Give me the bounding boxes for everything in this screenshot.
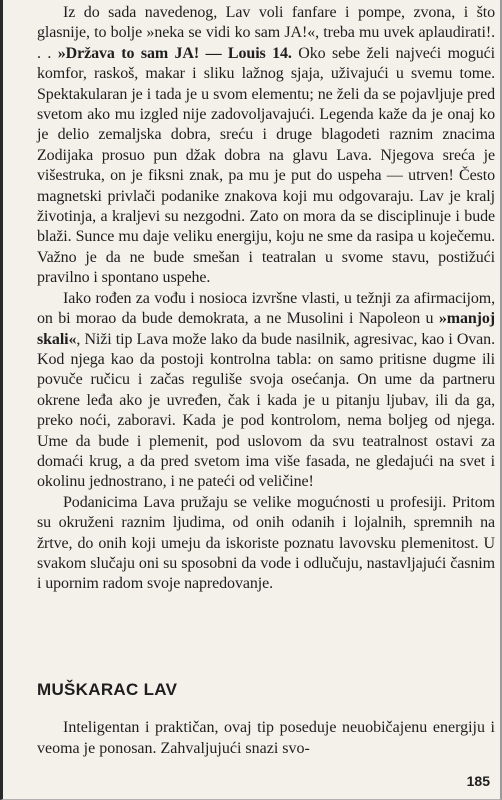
paragraph-1-bold: »Država to sam JA! — Louis 14. <box>57 44 292 62</box>
page-number: 185 <box>466 773 490 789</box>
body-text <box>37 3 495 595</box>
paragraph-2-text: Iako rođen za vođu i nosioca izvršne vlasti, u težnji za afirmacijom, on bi morao da bude demokrata, a ne Musolini i Napoleon u <box>37 289 495 328</box>
paragraph-1-text: Iz do sada navedenog, Lav voli fanfare i pompe, zvona, i što glasnije, to bolje »neka se vidi ko sam JA!«, treba mu uvek aplaudirati!. . . <box>37 4 495 62</box>
paragraph-3: Podanicima Lava pružaju se velike mogućnosti u profesiji. Pritom su okruženi raznim ljudima, od onih odanih i lojalnih, spremnih na žrtve, do onih koji umeju da iskoriste poznatu lavovsku plemenitost. U svakom slučaju oni su sposobni da vode i odlučuju, nastavljajući časnim i upornim radom svoje napredovanje. <box>37 493 495 593</box>
section-heading: MUŠKARAC LAV <box>37 680 178 699</box>
paragraph-4: Inteligentan i praktičan, ovaj tip poseduje neuobičajenu energiju i veoma je ponosan. Zahvaljujući snazi svo- <box>37 719 495 757</box>
paragraph-2-text-cont: , Niži tip Lava može lako da bude nasilnik, agresivac, kao i Ovan. Kod njega kao da postoji kontrolna tabla: on samo pritisne dugme ili povuče ručicu i začas reguliše svoja osećanja. On ume da partneru okrene leđa ako je uvređen, čak i kada je u pitanju ljubav, ili da ga, preko noći, zaboravi. Kada je pod kontrolom, nema boljeg od njega. Ume da bude i plemenit, pod uslovom da svu teatralnost ostavi za domaći krug, a da pred svetom ima više fasada, ne gledajući na svet i okolinu jednostrano, i ne pateći od veličine! <box>37 330 495 491</box>
paragraph-2 <box>37 289 495 493</box>
section-body <box>37 718 495 759</box>
paragraph-1-text-cont: Oko sebe želi najveći mogući komfor, raskoš, makar i sliku lažnog sjaja, uživajući u svemu tome. Spektakularan je i tada je u svom elementu; ne želi da se pojavljuje pred svetom ako mu izgled nije zadovoljavajući. Legenda kaže da je onaj ko je delio zemaljska dobra, sreću i druge blagodeti raznim znacima Zodijaka prosuo pun džak dobra na glavu Lava. Njegova sreća je višestruka, on je fiksni znak, pa mu je put do uspeha — utrven! Često magnetski privlači podanike znakova koji mu odgovaraju. Lav je kralj životinja, a kraljevi su nezgodni. Zato on mora da se disciplinuje i bude blaži. Sunce mu daje veliku energiju, koju ne sme da rasipa u koječemu. Važno je da ne bude smešan i teatralan u svome stavu, postižući pravilno i spontano uspehe. <box>37 44 495 287</box>
paragraph-2-bold: »manjoj skali« <box>37 310 495 348</box>
paragraph-1 <box>37 3 495 289</box>
